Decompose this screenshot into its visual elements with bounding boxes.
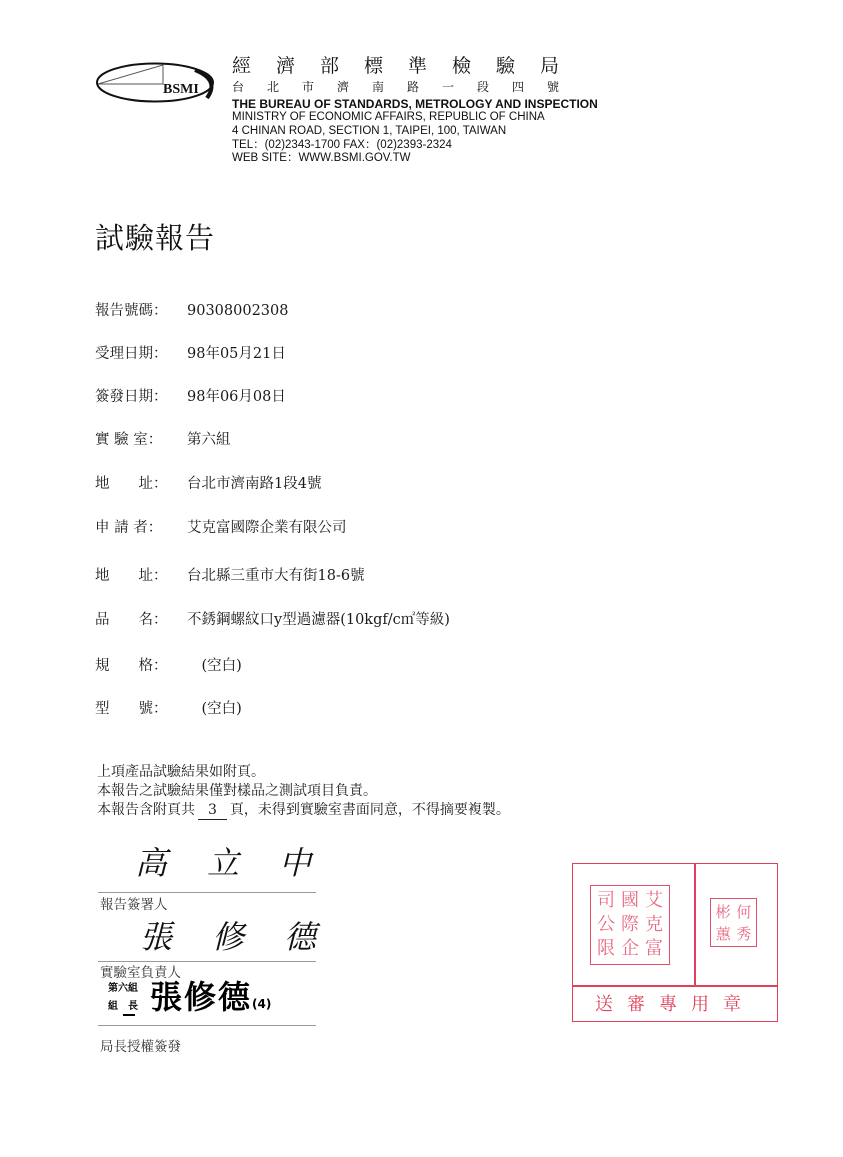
field-lab-address: [95, 472, 321, 493]
seal-char: 限: [597, 938, 615, 959]
stamp-name: [150, 972, 271, 1018]
seal-char: 何: [736, 903, 752, 922]
field-applicant: [95, 516, 347, 537]
page-count: 3: [198, 801, 227, 820]
stamp-name-text: 張修德: [150, 978, 253, 1016]
field-value: 台北市濟南路1段4號: [187, 476, 322, 492]
field-value: (空白): [187, 701, 242, 717]
note-page-count: [97, 801, 510, 820]
field-value: 98年06月08日: [187, 389, 286, 405]
field-label: 品 名：: [95, 612, 168, 628]
seal-char: 富: [645, 938, 663, 959]
seal-char: 際: [621, 914, 639, 935]
field-applicant-address: [95, 564, 365, 585]
field-label: 報告號碼：: [95, 303, 168, 319]
agency-name-en: THE BUREAU OF STANDARDS, METROLOGY AND INSPECTION: [232, 97, 598, 111]
note-responsibility: 本報告之試驗結果僅對樣品之測試項目負責。: [97, 783, 377, 799]
field-value: 不銹鋼螺紋口y型過濾器(10kgf/c㎡等級): [187, 612, 450, 628]
field-product-name: [95, 608, 450, 629]
note-suffix: 頁，未得到實驗室書面同意，不得摘要複製。: [229, 802, 510, 818]
website: WEB SITE：WWW.BSMI.GOV.TW: [232, 152, 411, 164]
field-label: 規 格：: [95, 658, 168, 674]
field-value: 第六組: [187, 432, 231, 448]
field-label: 地 址：: [95, 568, 168, 584]
signer1-role: 報告簽署人: [100, 897, 168, 913]
stamp-underline: [123, 1014, 135, 1016]
address-en: 4 CHINAN ROAD, SECTION 1, TAIPEI, 100, TAIWAN: [232, 125, 507, 137]
field-label: 實 驗 室：: [95, 432, 163, 448]
field-report-number: [95, 299, 288, 320]
seal-char: 企: [621, 938, 639, 959]
field-received-date: [95, 342, 286, 363]
document-title: 試驗報告: [95, 221, 216, 255]
seal-char: 公: [597, 914, 615, 935]
field-label: 簽發日期：: [95, 389, 168, 405]
company-seal: [590, 885, 670, 965]
field-laboratory: [95, 428, 231, 449]
bsmi-logo: [95, 60, 220, 105]
personal-seal: [710, 898, 757, 947]
field-model: [95, 697, 242, 718]
authorization-label: 局長授權簽發: [100, 1039, 181, 1055]
stamp-divider-vertical: [694, 863, 696, 985]
signer2-role: 實驗室負責人: [100, 965, 181, 981]
field-specification: [95, 654, 242, 675]
ministry-en: MINISTRY OF ECONOMIC AFFAIRS, REPUBLIC OF CHINA: [232, 111, 545, 123]
signer1-signature: 高 立 中: [135, 844, 316, 882]
field-value: 台北縣三重市大有街18-6號: [187, 568, 365, 584]
field-value: (空白): [187, 658, 242, 674]
seal-char: 秀: [736, 924, 752, 943]
seal-char: 國: [621, 890, 639, 911]
logo-text: BSMI: [163, 82, 199, 97]
field-issue-date: [95, 385, 286, 406]
seal-char: 司: [597, 890, 615, 911]
seal-char: 克: [645, 914, 663, 935]
seal-char: 彬: [715, 903, 731, 922]
note-results-attached: 上項產品試驗結果如附頁。: [97, 764, 265, 780]
field-value: 90308002308: [187, 303, 289, 319]
field-label: 受理日期：: [95, 346, 168, 362]
seal-char: 艾: [645, 890, 663, 911]
stamp-title: 組 長: [108, 1001, 138, 1012]
agency-name-cn: 經濟部標準檢驗局: [232, 55, 585, 77]
seal-char: 蕙: [715, 924, 731, 943]
signature-line: [98, 1025, 316, 1026]
bsmi-logo-icon: [95, 60, 220, 105]
stamp-unit: 第六組: [108, 983, 138, 994]
field-label: 地 址：: [95, 476, 168, 492]
field-value: 艾克富國際企業有限公司: [187, 520, 347, 536]
note-prefix: 本報告含附頁共: [97, 802, 195, 818]
stamp-divider-horizontal: [572, 985, 778, 987]
signer2-signature: 張 修 德: [140, 918, 321, 956]
field-value: 98年05月21日: [187, 346, 286, 362]
field-label: 型 號：: [95, 701, 168, 717]
tel-fax: TEL：(02)2343-1700 FAX：(02)2393-2324: [232, 139, 452, 151]
field-label: 申 請 者：: [95, 520, 163, 536]
stamp-suffix: (4): [252, 997, 272, 1011]
stamp-label: 送審專用章: [595, 994, 755, 1015]
agency-address-cn: 台北市濟南路一段四號: [232, 80, 583, 94]
